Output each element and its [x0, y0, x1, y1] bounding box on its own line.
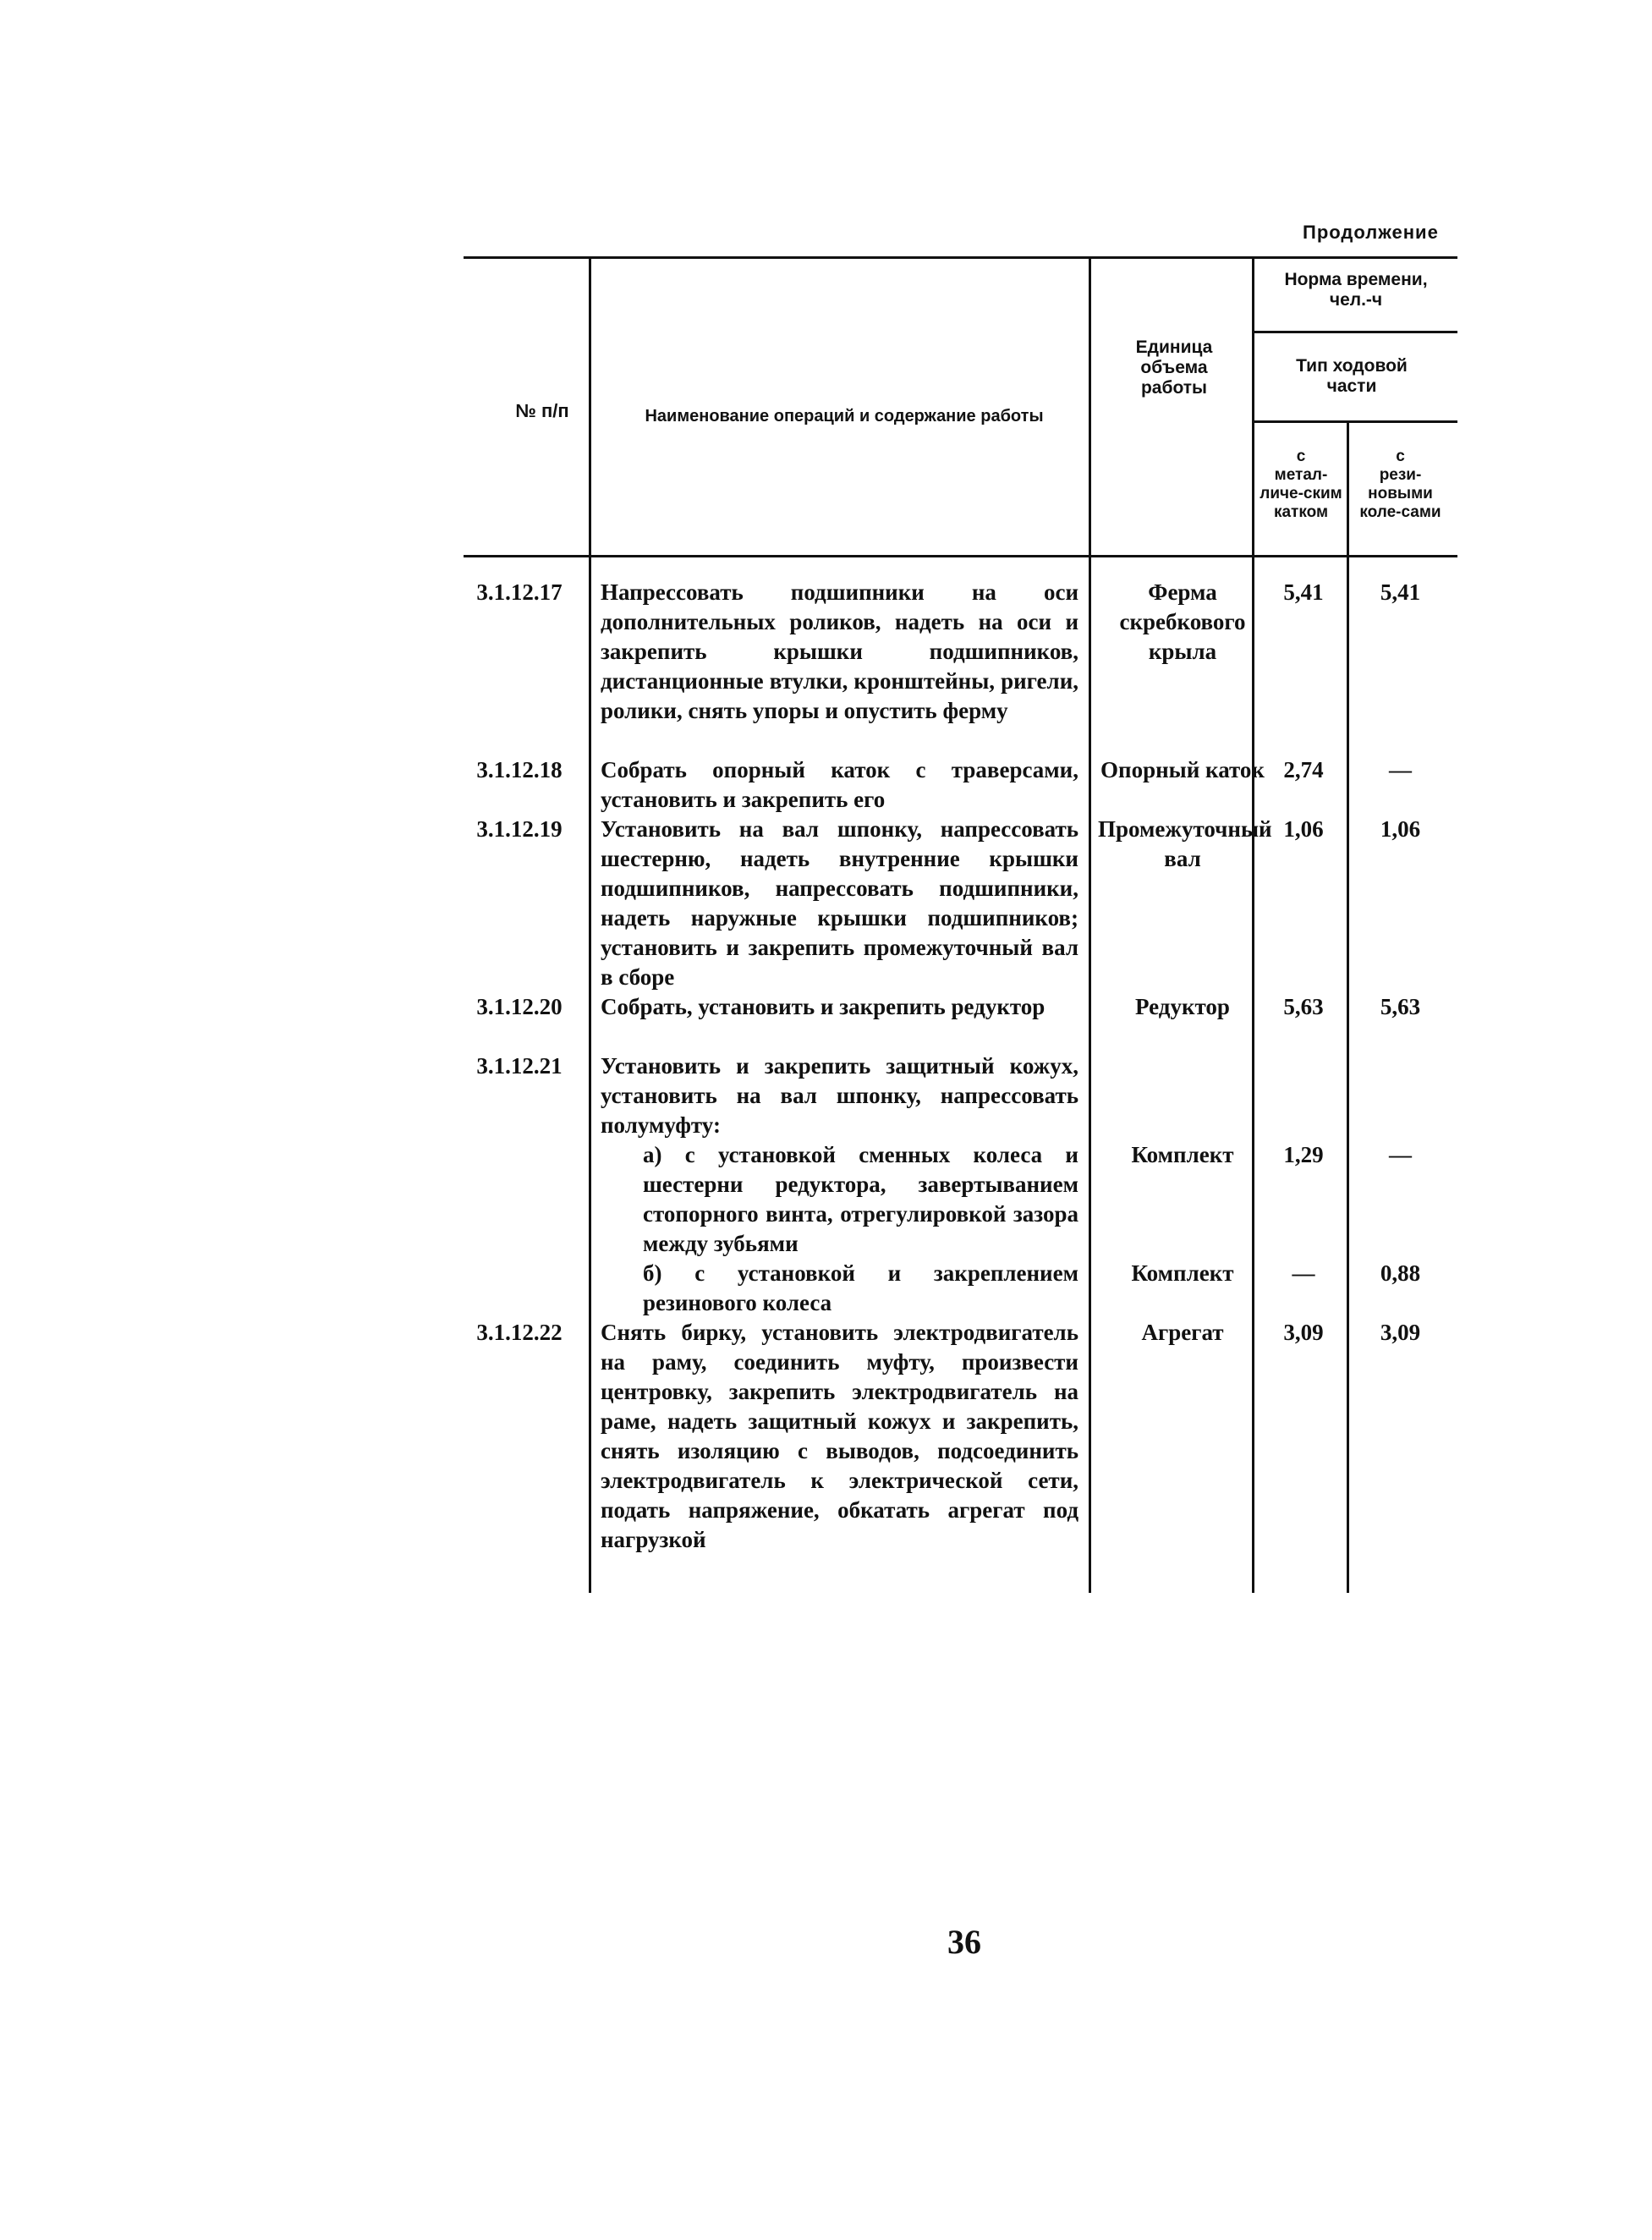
row-number: 3.1.12.17 — [476, 579, 563, 605]
header-number: № п/п — [515, 400, 569, 421]
row-rubber-wheels-value: 0,88 — [1380, 1260, 1421, 1286]
row-metal-roller-value: 2,74 — [1283, 757, 1324, 782]
header-rubber-wheels: с рези-новыми коле-сами — [1359, 447, 1441, 521]
continued-label: Продолжение — [1303, 222, 1439, 243]
time-norm-divider-rule — [1252, 331, 1457, 333]
row-sub-description: а) с установкой сменных колеса и шестерни редуктора, завертыванием стопорного винта, отрегулировкой зазора между зубьями — [643, 1142, 1078, 1256]
row-number: 3.1.12.19 — [476, 816, 563, 842]
header-time-norm: Норма времени, чел.-ч — [1284, 270, 1428, 310]
row-rubber-wheels-value: 5,41 — [1380, 579, 1421, 605]
column-rule-unit — [1252, 256, 1254, 1593]
row-description: Снять бирку, установить электродвигатель на раму, соединить муфту, произвести центровку, закрепить электродвигатель на раме, надеть защитный кожух и закрепить, снять изоляцию с выводов, подсоединить электродвигатель к электрической сети, подать напряжение, обкатать агрегат под нагрузкой — [601, 1320, 1078, 1552]
row-rubber-wheels-value: — — [1389, 757, 1412, 782]
norms-table — [464, 256, 1457, 1593]
row-sub-description: б) с установкой и закреплением резинового колеса — [643, 1260, 1078, 1315]
row-rubber-wheels-value: 3,09 — [1380, 1320, 1421, 1345]
row-unit: Опорный каток — [1100, 757, 1265, 782]
row-unit: Редуктор — [1135, 994, 1230, 1019]
row-metal-roller-value: — — [1292, 1260, 1315, 1286]
header-bottom-rule — [464, 555, 1457, 557]
row-metal-roller-value: 1,06 — [1283, 816, 1324, 842]
row-metal-roller-value: 3,09 — [1283, 1320, 1324, 1345]
row-unit: Комплект — [1131, 1142, 1234, 1167]
row-description: Напрессовать подшипники на оси дополнительных роликов, надеть на оси и закрепить крышки подшипников, дистанционные втулки, кронштейны, ригели, ролики, снять упоры и опустить ферму — [601, 579, 1078, 723]
row-number: 3.1.12.21 — [476, 1053, 563, 1079]
row-description: Собрать, установить и закрепить редуктор — [601, 994, 1046, 1019]
row-unit: Промежуточный вал — [1098, 816, 1272, 871]
row-rubber-wheels-value: — — [1389, 1142, 1412, 1167]
header-metal-roller: с метал-личе-ским катком — [1260, 447, 1342, 521]
row-number: 3.1.12.22 — [476, 1320, 563, 1345]
row-metal-roller-value: 1,29 — [1283, 1142, 1324, 1167]
page-number: 36 — [947, 1923, 981, 1961]
row-metal-roller-value: 5,63 — [1283, 994, 1324, 1019]
row-number: 3.1.12.18 — [476, 757, 563, 782]
row-description: Установить на вал шпонку, напрессовать шестерню, надеть внутренние крышки подшипников, напрессовать подшипники, надеть наружные крышки подшипников; установить и закрепить промежуточный вал в сборе — [601, 816, 1078, 990]
row-metal-roller-value: 5,41 — [1283, 579, 1324, 605]
header-chassis-type: Тип ходовой части — [1296, 356, 1408, 397]
column-rule-number — [589, 256, 591, 1593]
row-unit: Агрегат — [1141, 1320, 1224, 1345]
row-number: 3.1.12.20 — [476, 994, 563, 1019]
header-unit: Единица объема работы — [1135, 338, 1213, 398]
row-rubber-wheels-value: 1,06 — [1380, 816, 1421, 842]
chassis-divider-rule — [1252, 420, 1457, 423]
header-name: Наименование операций и содержание работы — [645, 407, 1044, 425]
row-rubber-wheels-value: 5,63 — [1380, 994, 1421, 1019]
table-top-rule — [464, 256, 1457, 259]
column-rule-name — [1089, 256, 1091, 1593]
row-unit: Ферма скребкового крыла — [1119, 579, 1246, 664]
row-description: Установить и закрепить защитный кожух, установить на вал шпонку, напрессовать полумуфту: — [601, 1053, 1078, 1138]
row-unit: Комплект — [1131, 1260, 1234, 1286]
row-description: Собрать опорный каток с траверсами, установить и закрепить его — [601, 757, 1078, 812]
